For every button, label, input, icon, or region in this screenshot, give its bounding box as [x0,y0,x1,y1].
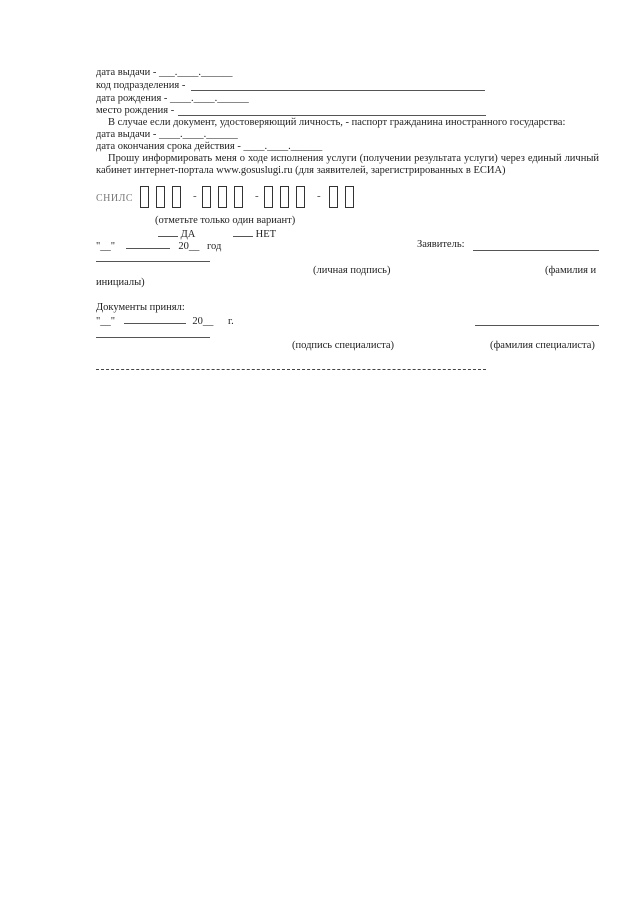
snils-digit-box[interactable] [329,186,338,208]
expiry-line [96,141,322,153]
specialist-surname-caption: (фамилия специалиста) [490,340,595,351]
division-code-line [96,80,185,92]
birth-date-label: дата рождения - [96,93,168,104]
date-month-blank[interactable] [126,239,170,249]
foreign-issue-line [96,129,238,141]
surname-initials-caption-1: (фамилия и [545,265,597,276]
snils-digit-box[interactable] [234,186,243,208]
applicant-label: Заявитель: [417,239,465,250]
snils-digit-box[interactable] [218,186,227,208]
docs-date-day[interactable]: "__" [96,316,116,327]
issue-date-blanks[interactable]: ___.____.______ [158,67,233,78]
snils-digit-box[interactable] [345,186,354,208]
specialist-signature-caption: (подпись специалиста) [292,340,395,351]
issue-date-label: дата выдачи - [96,67,157,78]
applicant-name-field[interactable] [96,261,210,262]
expiry-label: дата окончания срока действия - [96,141,241,152]
snils-digit-box[interactable] [202,186,211,208]
snils-separator-icon: - [255,190,259,202]
personal-signature-caption: (личная подпись) [313,265,391,276]
snils-label: СНИЛС [96,193,134,204]
snils-digit-box[interactable] [172,186,181,208]
docs-accepted-label: Документы принял: [96,302,185,313]
applicant-signature-field[interactable] [473,250,599,251]
snils-digit-box[interactable] [140,186,149,208]
birth-date-blanks[interactable]: ____.____.______ [170,93,249,104]
foreign-doc-note: В случае если документ, удостоверяющий личность, - паспорт гражданина иностранного государства: [108,117,566,128]
birth-place-line [96,105,174,117]
division-code-label: код подразделения - [96,80,186,91]
no-blank[interactable] [233,227,253,237]
expiry-blanks[interactable]: ____.____.______ [243,141,323,152]
snils-digit-box[interactable] [280,186,289,208]
date-day[interactable]: "__" [96,241,116,252]
specialist-signature-field[interactable] [475,325,599,326]
yes-label: ДА [180,229,196,240]
applicant-date-line [96,239,221,253]
division-code-field[interactable] [191,90,485,91]
docs-month-blank[interactable] [124,314,186,324]
no-option[interactable] [233,227,276,241]
choose-note: (отметьте только один вариант) [155,215,296,226]
docs-year[interactable]: 20__ [192,316,214,327]
inform-request: Прошу информировать меня о ходе исполнения услуги (получении результата услуги) через единый личный кабинет интернет-портала www.gosuslugi.ru (для заявителей, зарегистрированных в ЕСИА) [96,153,599,176]
birth-date-line [96,93,249,105]
foreign-issue-blanks[interactable]: ____.____.______ [158,129,238,140]
docs-date-line [96,314,234,328]
date-year[interactable]: 20__ [178,241,200,252]
birth-place-label: место рождения - [96,105,175,116]
snils-digit-box[interactable] [264,186,273,208]
cut-line [96,369,486,370]
docs-year-suffix: г. [227,316,234,327]
birth-place-field[interactable] [178,115,486,116]
snils-separator-icon: - [193,190,197,202]
issue-date-line [96,67,232,79]
specialist-name-field[interactable] [96,337,210,338]
surname-initials-caption-2: инициалы) [96,277,145,288]
date-year-word: год [206,241,222,252]
no-label: НЕТ [255,229,277,240]
foreign-issue-label: дата выдачи - [96,129,157,140]
yes-blank[interactable] [158,227,178,237]
snils-digit-box[interactable] [156,186,165,208]
snils-separator-icon: - [317,190,321,202]
snils-digit-box[interactable] [296,186,305,208]
